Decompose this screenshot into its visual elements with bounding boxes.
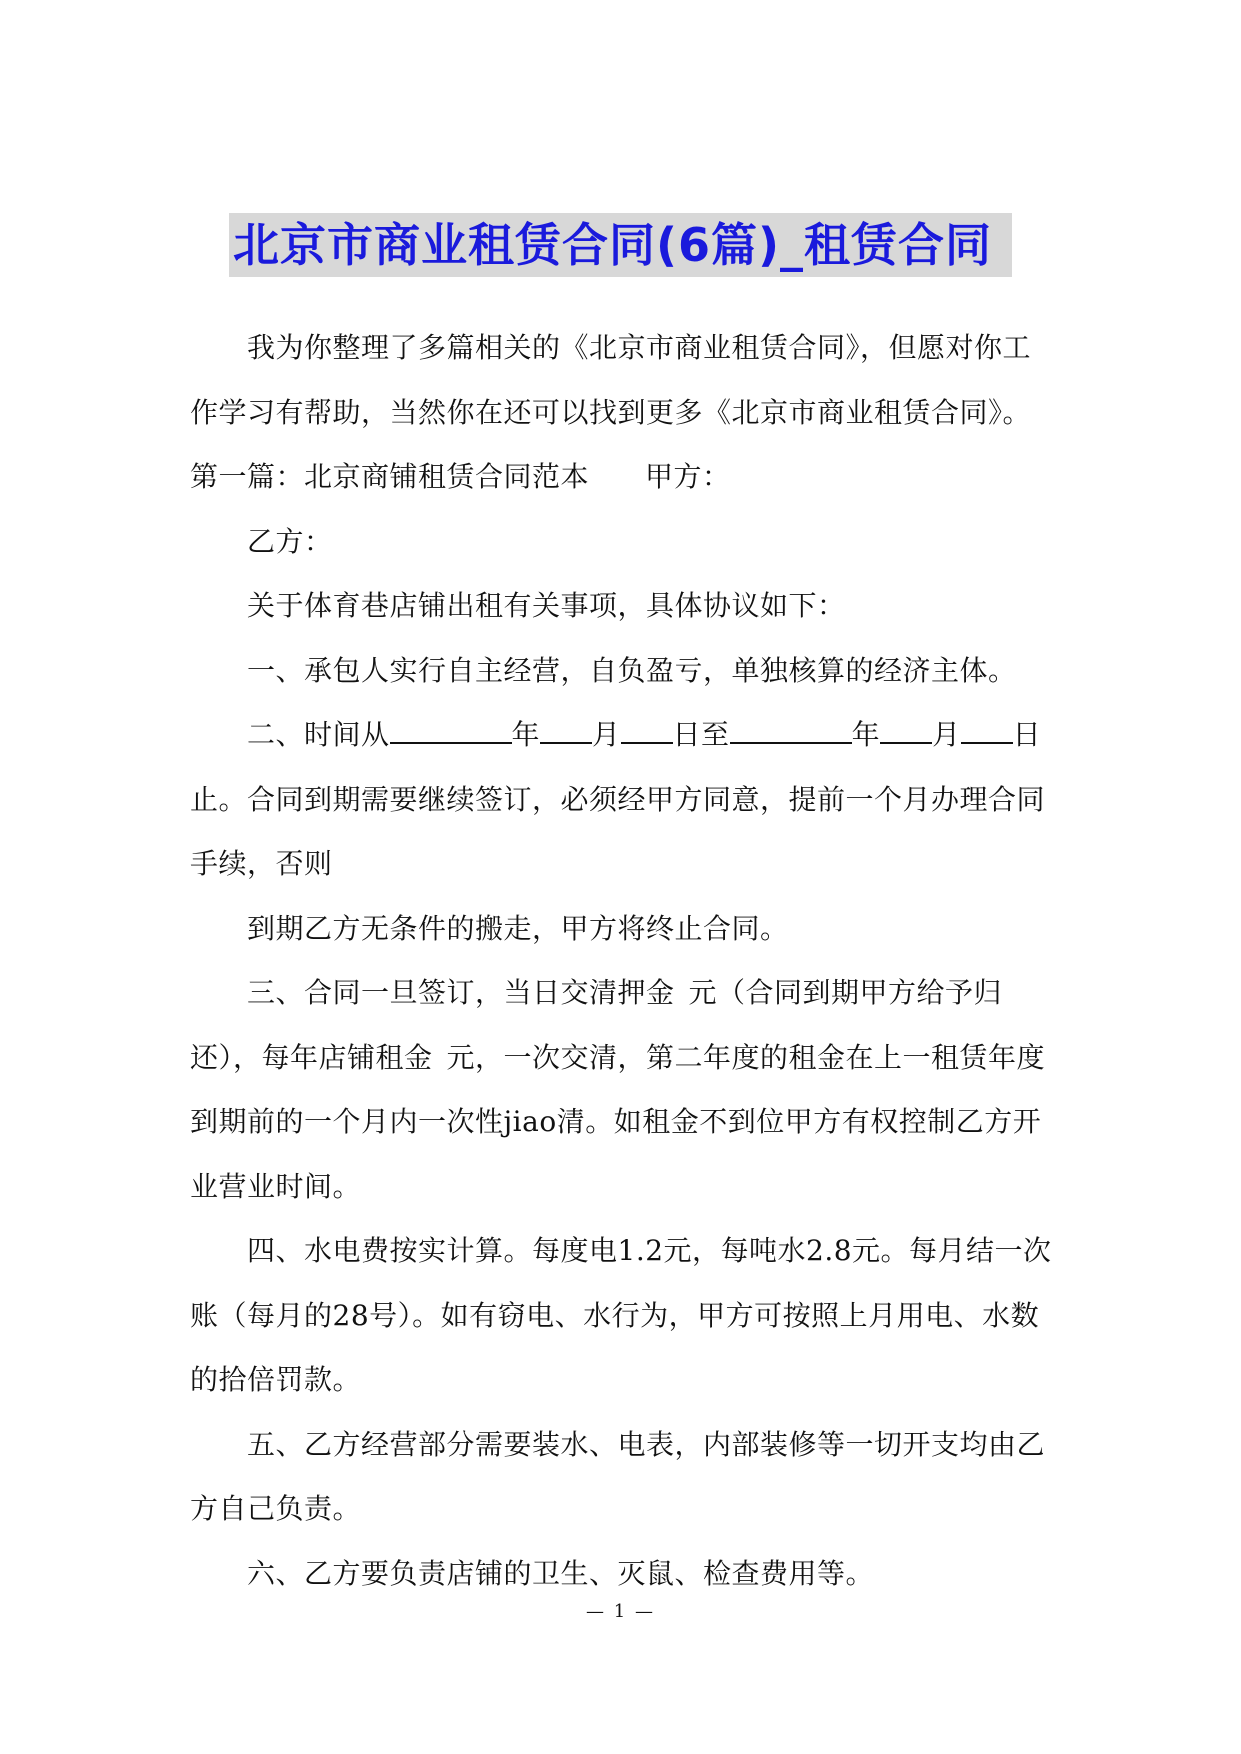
page-title: 北京市商业租赁合同(6篇)_租赁合同 (229, 213, 1012, 277)
end-year-blank (730, 718, 852, 744)
page-number: — 1 — (586, 1601, 655, 1622)
clause-4: 四、水电费按实计算。每度电1.2元，每吨水2.8元。每月结一次账（每月的28号）。如有窃电、水行为，甲方可按照上月用电、水数的拾倍罚款。 (190, 1234, 1052, 1396)
part1-heading: 第一篇：北京商铺租赁合同范本 (190, 460, 590, 493)
start-month-blank (540, 718, 592, 744)
agreement-intro: 关于体育巷店铺出租有关事项，具体协议如下： (247, 589, 846, 622)
clause-3: 三、合同一旦签订，当日交清押金 元（合同到期甲方给予归还），每年店铺租金 元，一次交清，第二年度的租金在上一租赁年度到期前的一个月内一次性jiao清。如租金不到位甲方有权控制乙方开业营业时间。 (190, 976, 1046, 1203)
part1-line (190, 445, 1058, 510)
intro-paragraph: 我为你整理了多篇相关的《北京市商业租赁合同》，但愿对你工作学习有帮助，当然你在还可以找到更多《北京市商业租赁合同》。 (190, 331, 1032, 429)
start-year-blank (390, 718, 512, 744)
end-month-blank (880, 718, 932, 744)
clause-1: 一、承包人实行自主经营，自负盈亏，单独核算的经济主体。 (247, 653, 1017, 687)
clause-5: 五、乙方经营部分需要装水、电表，内部装修等一切开支均由乙方自己负责。 (190, 1427, 1046, 1525)
end-day-blank (961, 718, 1013, 744)
party-b-label: 乙方： (247, 524, 333, 558)
title-container (0, 213, 1241, 277)
clause-2-continued: 到期乙方无条件的搬走，甲方将终止合同。 (247, 911, 789, 945)
clause-2: 二、时间从 年 月 日至 年 月 日止。合同到期需要继续签订，必须经甲方同意，提前一个月办理合同手续，否则 (190, 718, 1046, 880)
start-day-blank (621, 718, 673, 744)
clause-6: 六、乙方要负责店铺的卫生、灭鼠、检查费用等。 (247, 1556, 875, 1590)
party-a-label: 甲方： (645, 460, 731, 493)
document-body (190, 316, 1058, 1606)
